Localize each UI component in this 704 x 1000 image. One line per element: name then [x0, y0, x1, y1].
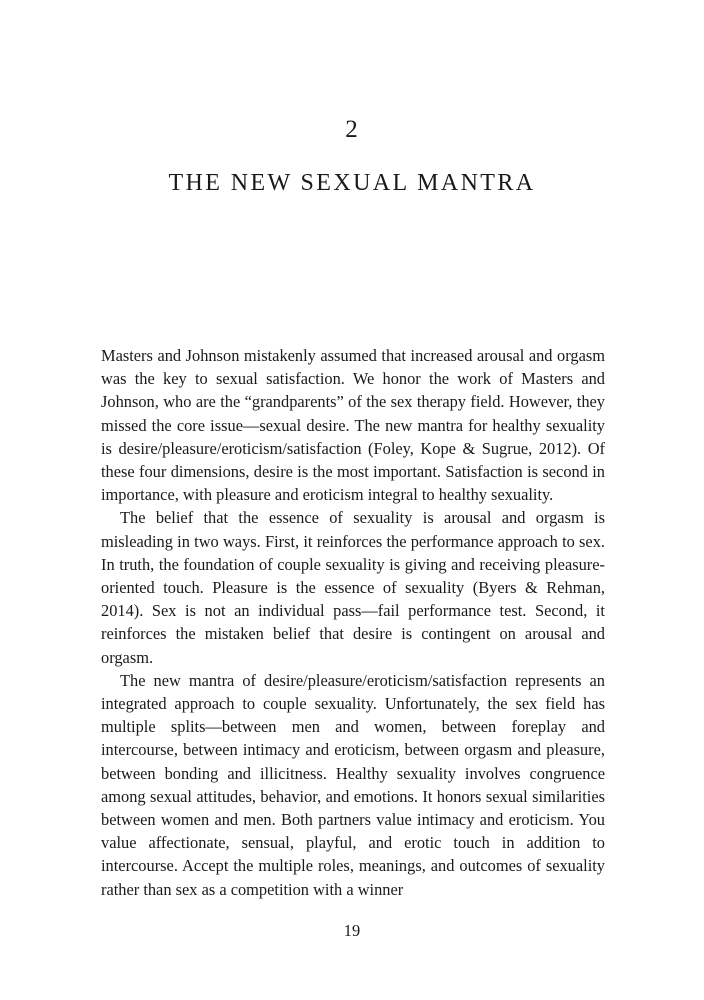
paragraph-3: The new mantra of desire/pleasure/eroticism/satisfaction represents an integrated approach to couple sexuality. Unfortunately, the sex field has multiple splits—between men and women, between foreplay and intercourse, between intimacy and eroticism, between orgasm and pleasure, between bonding and illicitness. Healthy sexuality involves congruence among sexual attitudes, behavior, and emotions. It honors sexual similarities between women and men. Both partners value intimacy and eroticism. You value affectionate, sensual, playful, and erotic touch in addition to intercourse. Accept the multiple roles, meanings, and outcomes of sexuality rather than sex as a competition with a winner	[101, 670, 605, 899]
page-number: 19	[343, 921, 361, 940]
chapter-title: THE NEW SEXUAL MANTRA	[168, 170, 536, 196]
paragraph-2: The belief that the essence of sexuality is arousal and orgasm is misleading in two ways. First, it reinforces the performance approach to sex. In truth, the foundation of couple sexuality is giving and receiving pleasure-oriented touch. Pleasure is the essence of sexuality (Byers & Rehman, 2014). Sex is not an individual pass—fail performance test. Second, it reinforces the mistaken belief that desire is contingent on arousal and orgasm.	[101, 508, 605, 667]
body-text	[101, 344, 605, 901]
chapter-number: 2	[345, 116, 359, 143]
paragraph-1: Masters and Johnson mistakenly assumed that increased arousal and orgasm was the key to sexual satisfaction. We honor the work of Masters and Johnson, who are the “grandparents” of the sex therapy field. However, they missed the core issue—sexual desire. The new mantra for healthy sexuality is desire/pleasure/eroticism/satisfaction (Foley, Kope & Sugrue, 2012). Of these four dimensions, desire is the most important. Satisfaction is second in importance, with pleasure and eroticism integral to healthy sexuality.	[101, 346, 605, 505]
